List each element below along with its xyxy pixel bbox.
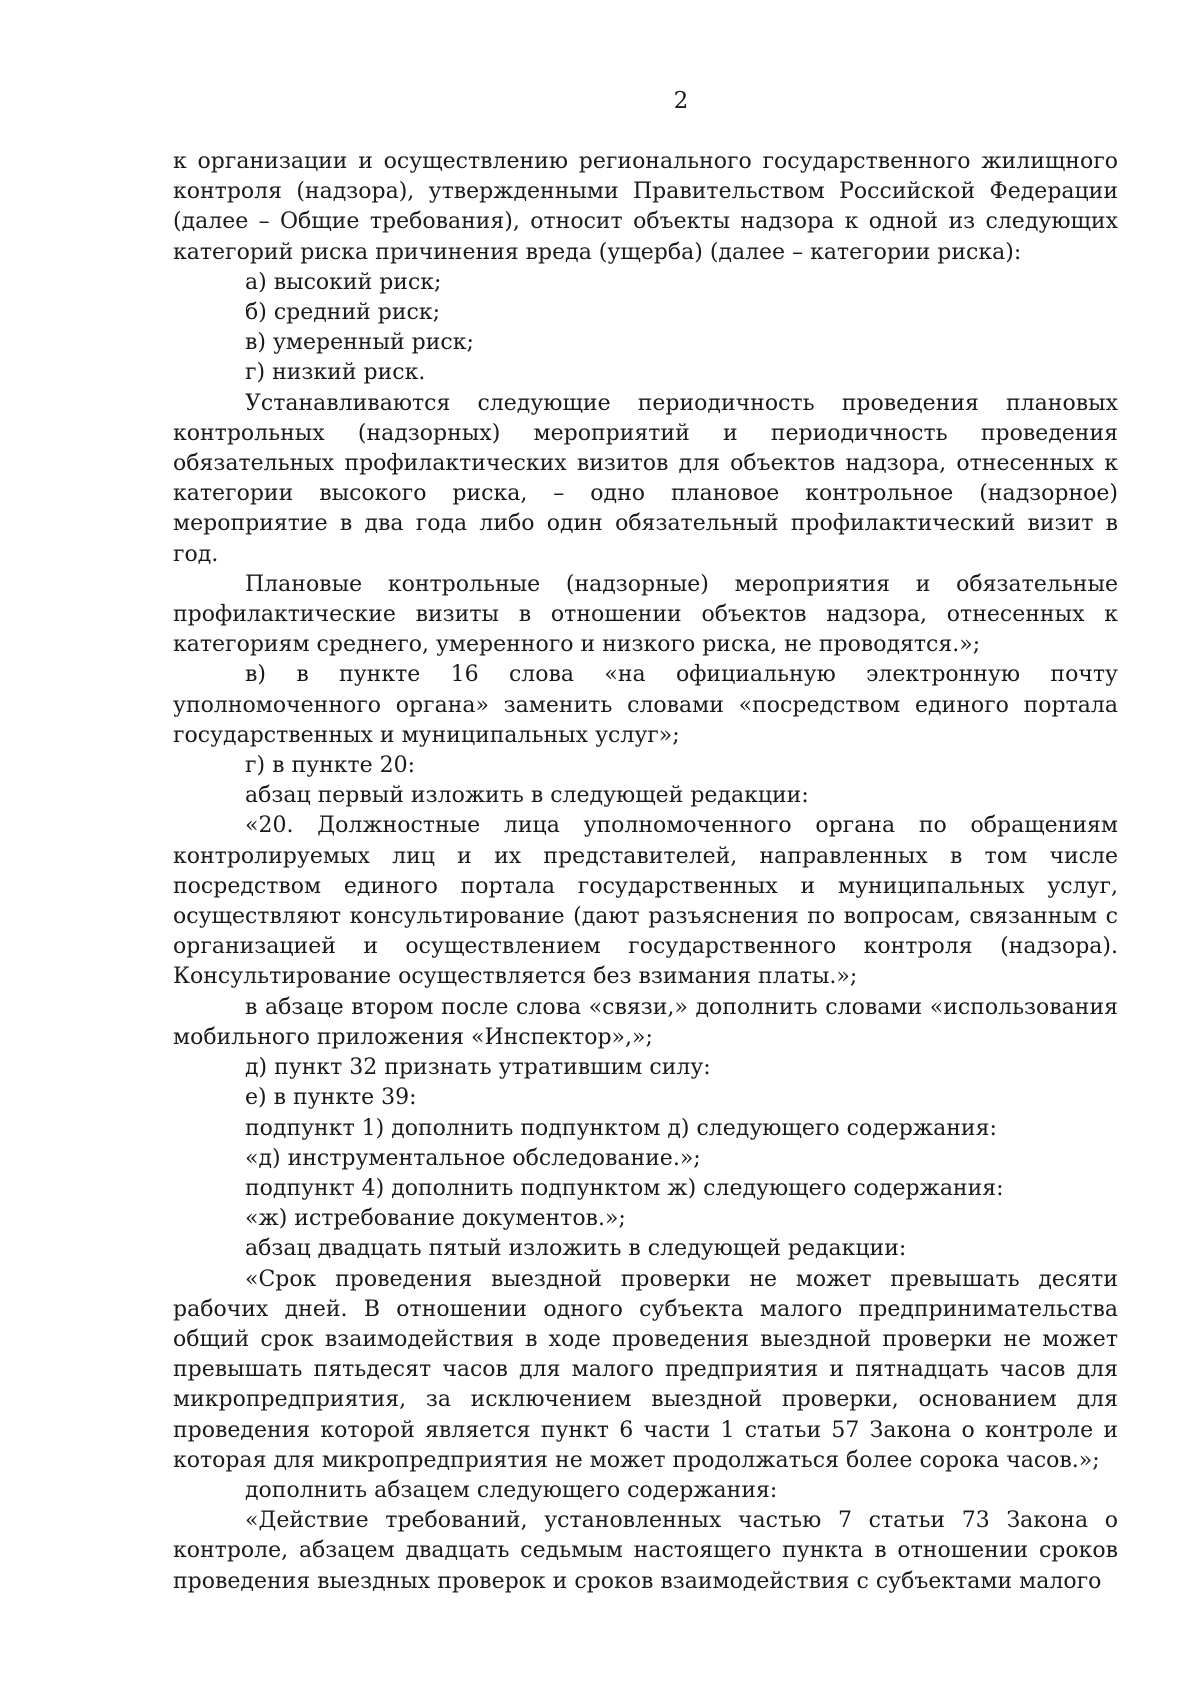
paragraph: в абзаце втором после слова «связи,» дополнить словами «использования мобильного приложения «Инспектор»,»; — [173, 994, 1118, 1050]
paragraph: а) высокий риск; — [245, 269, 442, 295]
paragraph: е) в пункте 39: — [245, 1085, 417, 1111]
paragraph: к организации и осуществлению регионального государственного жилищного контроля (надзора), утвержденными Правительством Российской Федерации (далее – Общие требования), относит объекты надзора к одной из следующих категорий риска причинения вреда (ущерба) (далее – категории риска): — [173, 149, 1118, 265]
paragraph: подпункт 4) дополнить подпунктом ж) следующего содержания: — [245, 1175, 1004, 1201]
paragraph: «20. Должностные лица уполномоченного органа по обращениям контролируемых лиц и их представителей, направленных в том числе посредством единого портала государственных и муниципальных услуг, осуществляют консультирование (дают разъяснения по вопросам, связанным с организацией и осуществлением государственного контроля (надзора). Консультирование осуществляется без взимания платы.»; — [173, 813, 1118, 990]
paragraph: «Действие требований, установленных частью 7 статьи 73 Закона о контроле, абзацем двадцать седьмым настоящего пункта в отношении сроков проведения выездных проверок и сроков взаимодействия с субъектами малого — [173, 1508, 1118, 1594]
page-number: 2 — [673, 88, 689, 114]
paragraph: в) в пункте 16 слова «на официальную электронную почту уполномоченного органа» заменить словами «посредством единого портала государственных и муниципальных услуг»; — [173, 662, 1118, 748]
paragraph: б) средний риск; — [245, 300, 441, 326]
paragraph: «ж) истребование документов.»; — [245, 1206, 626, 1232]
paragraph: абзац двадцать пятый изложить в следующей редакции: — [245, 1236, 907, 1262]
paragraph: д) пункт 32 признать утратившим силу: — [245, 1055, 711, 1081]
document-body — [173, 147, 1118, 1597]
paragraph: абзац первый изложить в следующей редакции: — [245, 783, 809, 809]
paragraph: г) в пункте 20: — [245, 753, 416, 779]
paragraph: в) умеренный риск; — [245, 330, 474, 356]
paragraph: Плановые контрольные (надзорные) мероприятия и обязательные профилактические визиты в отношении объектов надзора, отнесенных к категориям среднего, умеренного и низкого риска, не проводятся.»; — [173, 571, 1118, 658]
paragraph: Устанавливаются следующие периодичность проведения плановых контрольных (надзорных) мероприятий и периодичность проведения обязательных профилактических визитов для объектов надзора, отнесенных к категории высокого риска, – одно плановое контрольное (надзорное) мероприятие в два года либо один обязательный профилактический визит в год. — [173, 390, 1118, 567]
paragraph: дополнить абзацем следующего содержания: — [245, 1477, 778, 1503]
paragraph: г) низкий риск. — [245, 360, 426, 386]
paragraph: подпункт 1) дополнить подпунктом д) следующего содержания: — [245, 1115, 997, 1141]
paragraph: «д) инструментальное обследование.»; — [245, 1145, 701, 1171]
paragraph: «Срок проведения выездной проверки не может превышать десяти рабочих дней. В отношении одного субъекта малого предпринимательства общий срок взаимодействия в ходе проведения выездной проверки не может превышать пятьдесят часов для малого предприятия и пятнадцать часов для микропредприятия, за исключением выездной проверки, основанием для проведения которой является пункт 6 части 1 статьи 57 Закона о контроле и которая для микропредприятия не может продолжаться более сорока часов.»; — [173, 1266, 1118, 1473]
